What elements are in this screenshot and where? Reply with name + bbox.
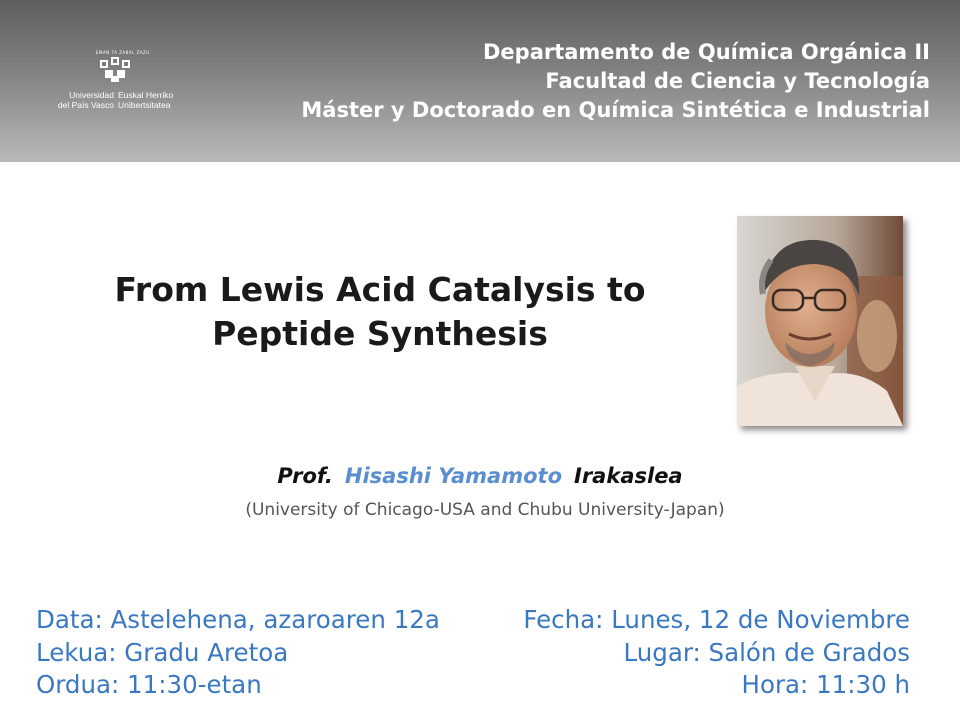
talk-title-line: Peptide Synthesis: [212, 314, 548, 353]
speaker-name: Hisashi Yamamoto: [344, 464, 563, 488]
department-heading: [301, 38, 930, 125]
event-time: Hora: 11:30 h: [741, 670, 910, 699]
event-date: Data: Astelehena, azaroaren 12a: [36, 605, 440, 634]
event-date: Fecha: Lunes, 12 de Noviembre: [523, 605, 910, 634]
header-banner: [0, 0, 960, 162]
event-location: Lekua: Gradu Aretoa: [36, 637, 289, 667]
logo-text-line: Euskal Herriko: [118, 90, 174, 100]
speaker-affiliation: (University of Chicago-USA and Chubu University-Japan): [245, 500, 725, 520]
speaker-portrait-illustration: [737, 216, 903, 426]
event-details-basque: [36, 604, 440, 702]
talk-title-line: From Lewis Acid Catalysis to: [114, 270, 646, 309]
logo-tagline: EMAN TA ZABAL ZAZU: [96, 50, 150, 55]
logo-text-spanish: [46, 90, 114, 110]
event-time: Ordua: 11:30-etan: [36, 670, 262, 699]
logo-text-basque: [118, 90, 173, 110]
talk-title: [80, 268, 680, 356]
speaker-suffix: Irakaslea: [574, 464, 683, 488]
program-name: Máster y Doctorado en Química Sintética e Industrial: [301, 98, 930, 122]
event-details-spanish: [523, 604, 910, 702]
department-name: Departamento de Química Orgánica II: [482, 40, 930, 64]
faculty-name: Facultad de Ciencia y Tecnología: [545, 69, 930, 93]
speaker-line: [200, 464, 760, 488]
speaker-prefix: Prof.: [277, 464, 333, 488]
event-location: Lugar: Salón de Grados: [623, 637, 910, 667]
logo-text-line: Universidad: [69, 90, 114, 100]
university-logo: [40, 52, 190, 116]
logo-mark-icon: [92, 54, 138, 84]
speaker-photo: [737, 216, 903, 426]
logo-text-line: del País Vasco: [57, 100, 114, 110]
logo-text-line: Unibertsitatea: [118, 100, 171, 110]
